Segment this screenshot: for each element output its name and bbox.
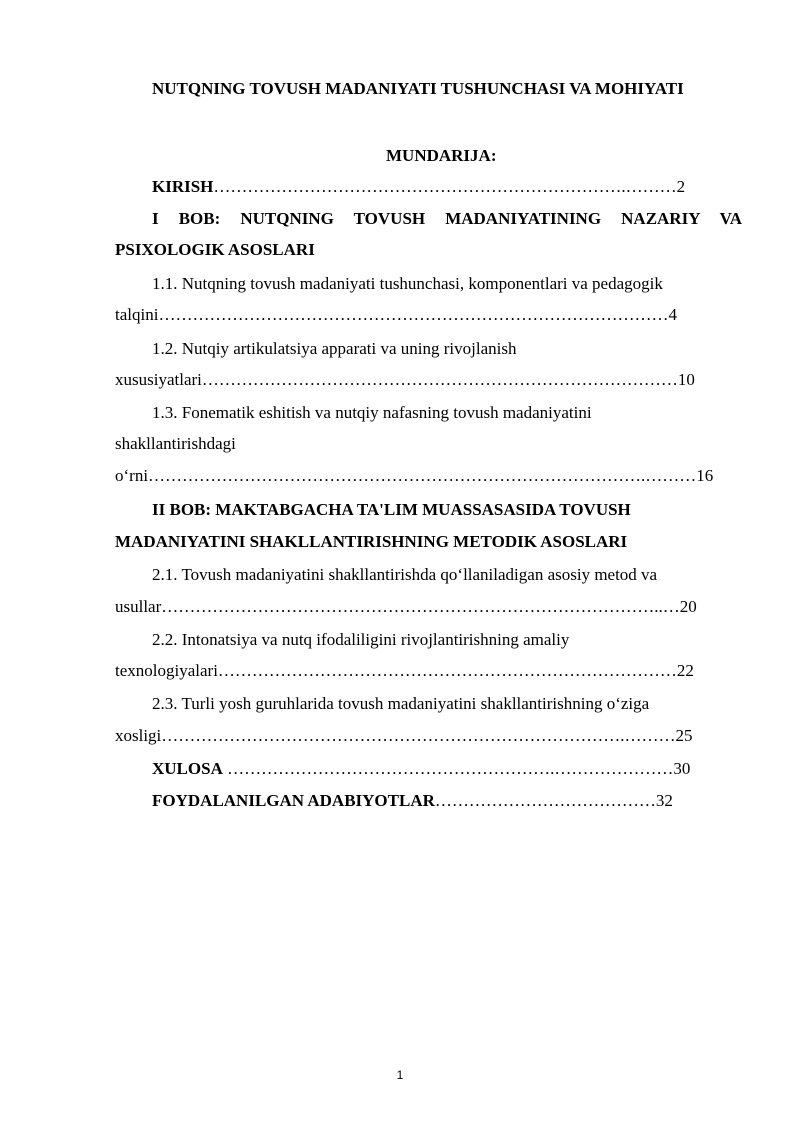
toc-section-1-2-line2[interactable]: xususiyatlari…………………………………………………………………………10 [115,370,695,389]
toc-chapter2-line1[interactable]: II BOB: MAKTABGACHA TA'LIM MUASSASASIDA TOVUSH [152,500,631,519]
toc-entry-conclusion-label: XULOSA [152,759,223,778]
toc-section-2-2-line1[interactable]: 2.2. Intonatsiya va nutq ifodaliligini rivojlantirishning amaliy [152,630,570,649]
toc-entry-conclusion[interactable] [152,759,690,779]
toc-section-2-3-line1[interactable]: 2.3. Turli yosh guruhlarida tovush madaniyatini shakllantirishning o‘ziga [152,694,650,713]
toc-chapter2-line2[interactable]: MADANIYATINI SHAKLLANTIRISHNING METODIK ASOSLARI [115,532,628,551]
toc-entry-intro-page: 2 [676,177,686,196]
toc-entry-references-label: FOYDALANILGAN ADABIYOTLAR [152,791,435,810]
toc-entry-references[interactable] [152,791,673,811]
toc-section-1-2-line1[interactable]: 1.2. Nutqiy artikulatsiya apparati va uning rivojlanish [152,339,517,358]
toc-section-1-3-line2[interactable]: shakllantirishdagi [115,434,236,453]
toc-section-1-1-line2[interactable]: talqini………………………………………………………………………………4 [115,305,677,324]
page-number: 1 [396,1068,404,1082]
toc-heading: MUNDARIJA: [386,146,497,165]
toc-chapter1-line2[interactable]: PSIXOLOGIK ASOSLARI [115,240,315,259]
toc-section-2-2-line2[interactable]: texnologiyalari………………………………………………………………………22 [115,661,694,680]
document-title: NUTQNING TOVUSH MADANIYATI TUSHUNCHASI VA MOHIYATI [152,79,684,98]
toc-section-2-1-line1[interactable]: 2.1. Tovush madaniyatini shakllantirishda qo‘llaniladigan asosiy metod va [152,565,658,584]
toc-section-2-1-line2[interactable]: usullar……………………………………………………………………………..…20 [115,597,697,616]
toc-chapter1-line1[interactable]: I BOB: NUTQNING TOVUSH MADANIYATINING NAZARIY VA [152,209,742,228]
toc-entry-references-leader: …………………………………32 [434,791,673,810]
toc-entry-intro-label: KIRISH [152,177,214,196]
toc-entry-intro-leader: ……………………………………………………………….……… [213,177,677,196]
toc-section-1-1-line1[interactable]: 1.1. Nutqning tovush madaniyati tushunchasi, komponentlari va pedagogik [152,274,663,293]
toc-section-1-3-line1[interactable]: 1.3. Fonematik eshitish va nutqiy nafasning tovush madaniyatini [152,403,592,422]
toc-section-2-3-line2[interactable]: xosligi……………………………………………………………………….………25 [115,726,693,745]
toc-section-1-3-line3[interactable]: o‘rni…………………………………………………………………………….………16 [115,466,714,485]
toc-entry-conclusion-leader: ………………………………………………….…………………30 [222,759,691,778]
toc-entry-intro[interactable] [152,177,685,197]
